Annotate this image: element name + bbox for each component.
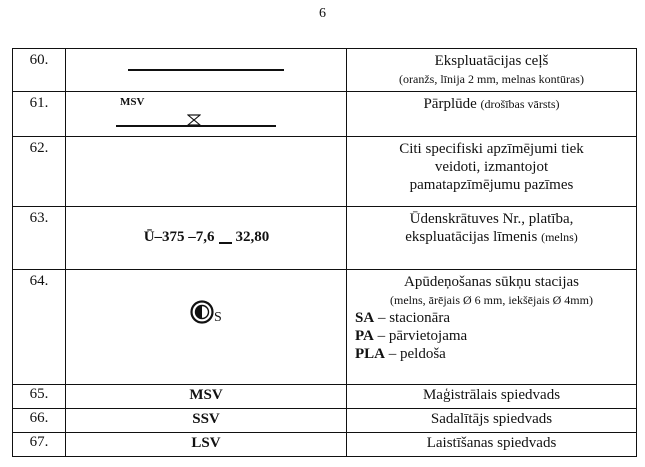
- description-main: Apūdeņošanas sūkņu stacijas: [404, 274, 579, 290]
- description-main: Laistīšanas spiedvads: [347, 433, 637, 457]
- description-note: (oranžs, līnija 2 mm, melnas kontūras): [399, 72, 584, 86]
- description-line: veidoti, izmantojot: [434, 159, 549, 175]
- pump-type-code: SA: [355, 310, 375, 326]
- pump-type-text: – peldoša: [385, 346, 446, 362]
- pump-type-item: [347, 327, 636, 345]
- pump-type-letter: S: [214, 310, 222, 325]
- symbol-label: LSV: [66, 433, 347, 457]
- description-line: Ūdenskrātuves Nr., platība,: [409, 211, 574, 227]
- table-row: [13, 433, 637, 457]
- overflow-line-symbol: [116, 125, 276, 127]
- row-number: 67.: [13, 433, 66, 457]
- row-number: 65.: [13, 385, 66, 409]
- table-row: [13, 137, 637, 207]
- symbol-legend-table: [12, 48, 637, 457]
- description-line: pamatapzīmējumu pazīmes: [409, 177, 574, 193]
- description-main: Sadalītājs spiedvads: [347, 409, 637, 433]
- reservoir-symbol-label: [66, 229, 347, 246]
- description-note: (melns): [541, 230, 578, 244]
- pump-type-item: [347, 345, 636, 363]
- description-note: (drošības vārsts): [480, 97, 560, 111]
- row-number: 61.: [13, 92, 66, 137]
- row-number: 63.: [13, 207, 66, 270]
- description-cell: [347, 137, 637, 207]
- table-row: [13, 92, 637, 137]
- row-number: 62.: [13, 137, 66, 207]
- page-number: 6: [319, 6, 326, 21]
- description-cell: [347, 207, 637, 270]
- description-main: Maģistrālais spiedvads: [347, 385, 637, 409]
- table-row: [13, 49, 637, 92]
- symbol-label: MSV: [120, 96, 145, 108]
- row-number: 66.: [13, 409, 66, 433]
- table-row: [13, 270, 637, 385]
- table-row: [13, 207, 637, 270]
- description-line: Citi specifiski apzīmējumi tiek: [399, 141, 584, 157]
- pump-type-item: [347, 309, 636, 327]
- pump-type-code: PA: [355, 328, 374, 344]
- pump-type-text: – stacionāra: [374, 310, 450, 326]
- symbol-cell: [66, 92, 347, 137]
- table-row: [13, 409, 637, 433]
- row-number: 60.: [13, 49, 66, 92]
- pump-type-code: PLA: [355, 346, 385, 362]
- pump-station-icon: [190, 300, 214, 324]
- reservoir-code-area: Ū–375 –7,6: [143, 229, 215, 245]
- symbol-cell: [66, 270, 347, 385]
- level-dash: [219, 242, 232, 244]
- description-cell: [347, 92, 637, 137]
- symbol-label: SSV: [66, 409, 347, 433]
- description-note: (melns, ārējais Ø 6 mm, iekšējais Ø 4mm): [390, 293, 593, 307]
- table-row: [13, 385, 637, 409]
- description-cell: [347, 49, 637, 92]
- description-main: Ekspluatācijas ceļš: [434, 53, 549, 69]
- description-line: ekspluatācijas līmenis: [405, 229, 538, 245]
- description-cell: [347, 270, 637, 385]
- reservoir-level: 32,80: [235, 229, 270, 245]
- symbol-cell: [66, 49, 347, 92]
- symbol-cell: [66, 137, 347, 207]
- row-number: 64.: [13, 270, 66, 385]
- pump-type-text: – pārvietojama: [373, 328, 468, 344]
- symbol-cell: [66, 207, 347, 270]
- service-road-line-symbol: [128, 69, 284, 71]
- symbol-label: MSV: [66, 385, 347, 409]
- description-main: Pārplūde: [423, 96, 477, 112]
